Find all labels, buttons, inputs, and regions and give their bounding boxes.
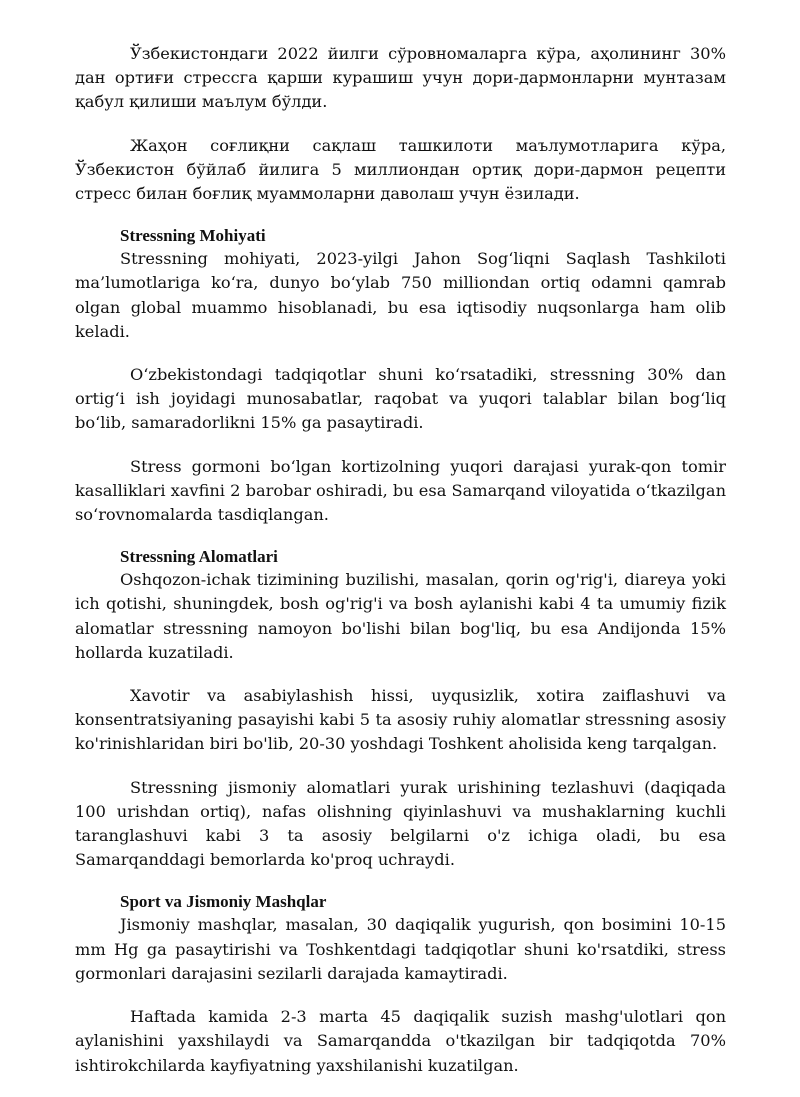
section-heading-mohiyati: Stressning Mohiyati (120, 226, 266, 246)
mohiyati-paragraph-1: Stressning mohiyati, 2023-yilgi Jahon Sog‘liqni Saqlash Tashkiloti ma’lumotlariga ko‘ra, dunyo bo‘ylab 750 milliondan ortiq odamni qamrab olgan global muammo hisoblanadi, bu esa iqtisodiy nuqsonlarga ham olib keladi. (75, 249, 726, 341)
alomatlari-paragraph-2: Xavotir va asabiylashish hissi, uyqusizlik, xotira zaiflashuvi va konsentratsiyaning pasayishi kabi 5 ta asosiy ruhiy alomatlar stressning asosiy ko'rinishlaridan biri bo'lib, 20-30 yoshdagi Toshkent aholisida keng tarqalgan. (75, 686, 726, 754)
section-heading-sport: Sport va Jismoniy Mashqlar (120, 892, 327, 912)
mohiyati-paragraph-3: Stress gormoni bo‘lgan kortizolning yuqori darajasi yurak-qon tomir kasalliklari xavfini 2 barobar oshiradi, bu esa Samarqand viloyatida o‘tkazilgan so‘rovnomalarda tasdiqlangan. (75, 456, 726, 525)
alomatlari-paragraph-1: Oshqozon-ichak tizimining buzilishi, masalan, qorin og'rig'i, diareya yoki ich qotishi, shuningdek, bosh og'rig'i va bosh aylanishi kabi 4 ta umumiy fizik alomatlar stressning namoyon bo'lishi bilan bog'liq, bu esa Andijonda 15% hollarda kuzatiladi. (75, 570, 726, 662)
sport-paragraph-1: Jismoniy mashqlar, masalan, 30 daqiqalik yugurish, qon bosimini 10-15 mm Hg ga pasaytirishi va Toshkentdagi tadqiqotlar shuni ko'rsatdiki, stress gormonlari darajasini sezilarli darajada kamaytiradi. (75, 915, 726, 983)
section-heading-alomatlari: Stressning Alomatlari (120, 547, 278, 567)
intro-paragraph-1: Ўзбекистондаги 2022 йилги сўровномаларга кўра, аҳолининг 30% дан ортиғи стрессга қарши курашиш учун дори-дармонларни мунтазам қабул қилиши маълум бўлди. (75, 44, 726, 112)
alomatlari-paragraph-3: Stressning jismoniy alomatlari yurak urishining tezlashuvi (daqiqada 100 urishdan ortiq), nafas olishning qiyinlashuvi va mushaklarning kuchli taranglashuvi kabi 3 ta asosiy belgilarni o'z ichiga oladi, bu esa Samarqanddagi bemorlarda ko'proq uchraydi. (75, 777, 726, 870)
mohiyati-paragraph-2: O‘zbekistondagi tadqiqotlar shuni ko‘rsatadiki, stressning 30% dan ortig‘i ish joyidagi munosabatlar, raqobat va yuqori talablar bilan bog‘liq bo‘lib, samaradorlikni 15% ga pasaytiradi. (75, 365, 726, 433)
document-page (75, 42, 726, 1097)
sport-paragraph-2: Haftada kamida 2-3 marta 45 daqiqalik suzish mashg'ulotlari qon aylanishini yaxshilaydi va Samarqandda o'tkazilgan bir tadqiqotda 70% ishtirokchilarda kayfiyatning yaxshilanishi kuzatilgan. (75, 1007, 726, 1075)
intro-paragraph-2: Жаҳон соғлиқни сақлаш ташкилоти маълумотларига кўра, Ўзбекистон бўйлаб йилига 5 миллиондан ортиқ дори-дармон рецепти стресс билан боғлиқ муаммоларни даволаш учун ёзилади. (75, 135, 726, 204)
